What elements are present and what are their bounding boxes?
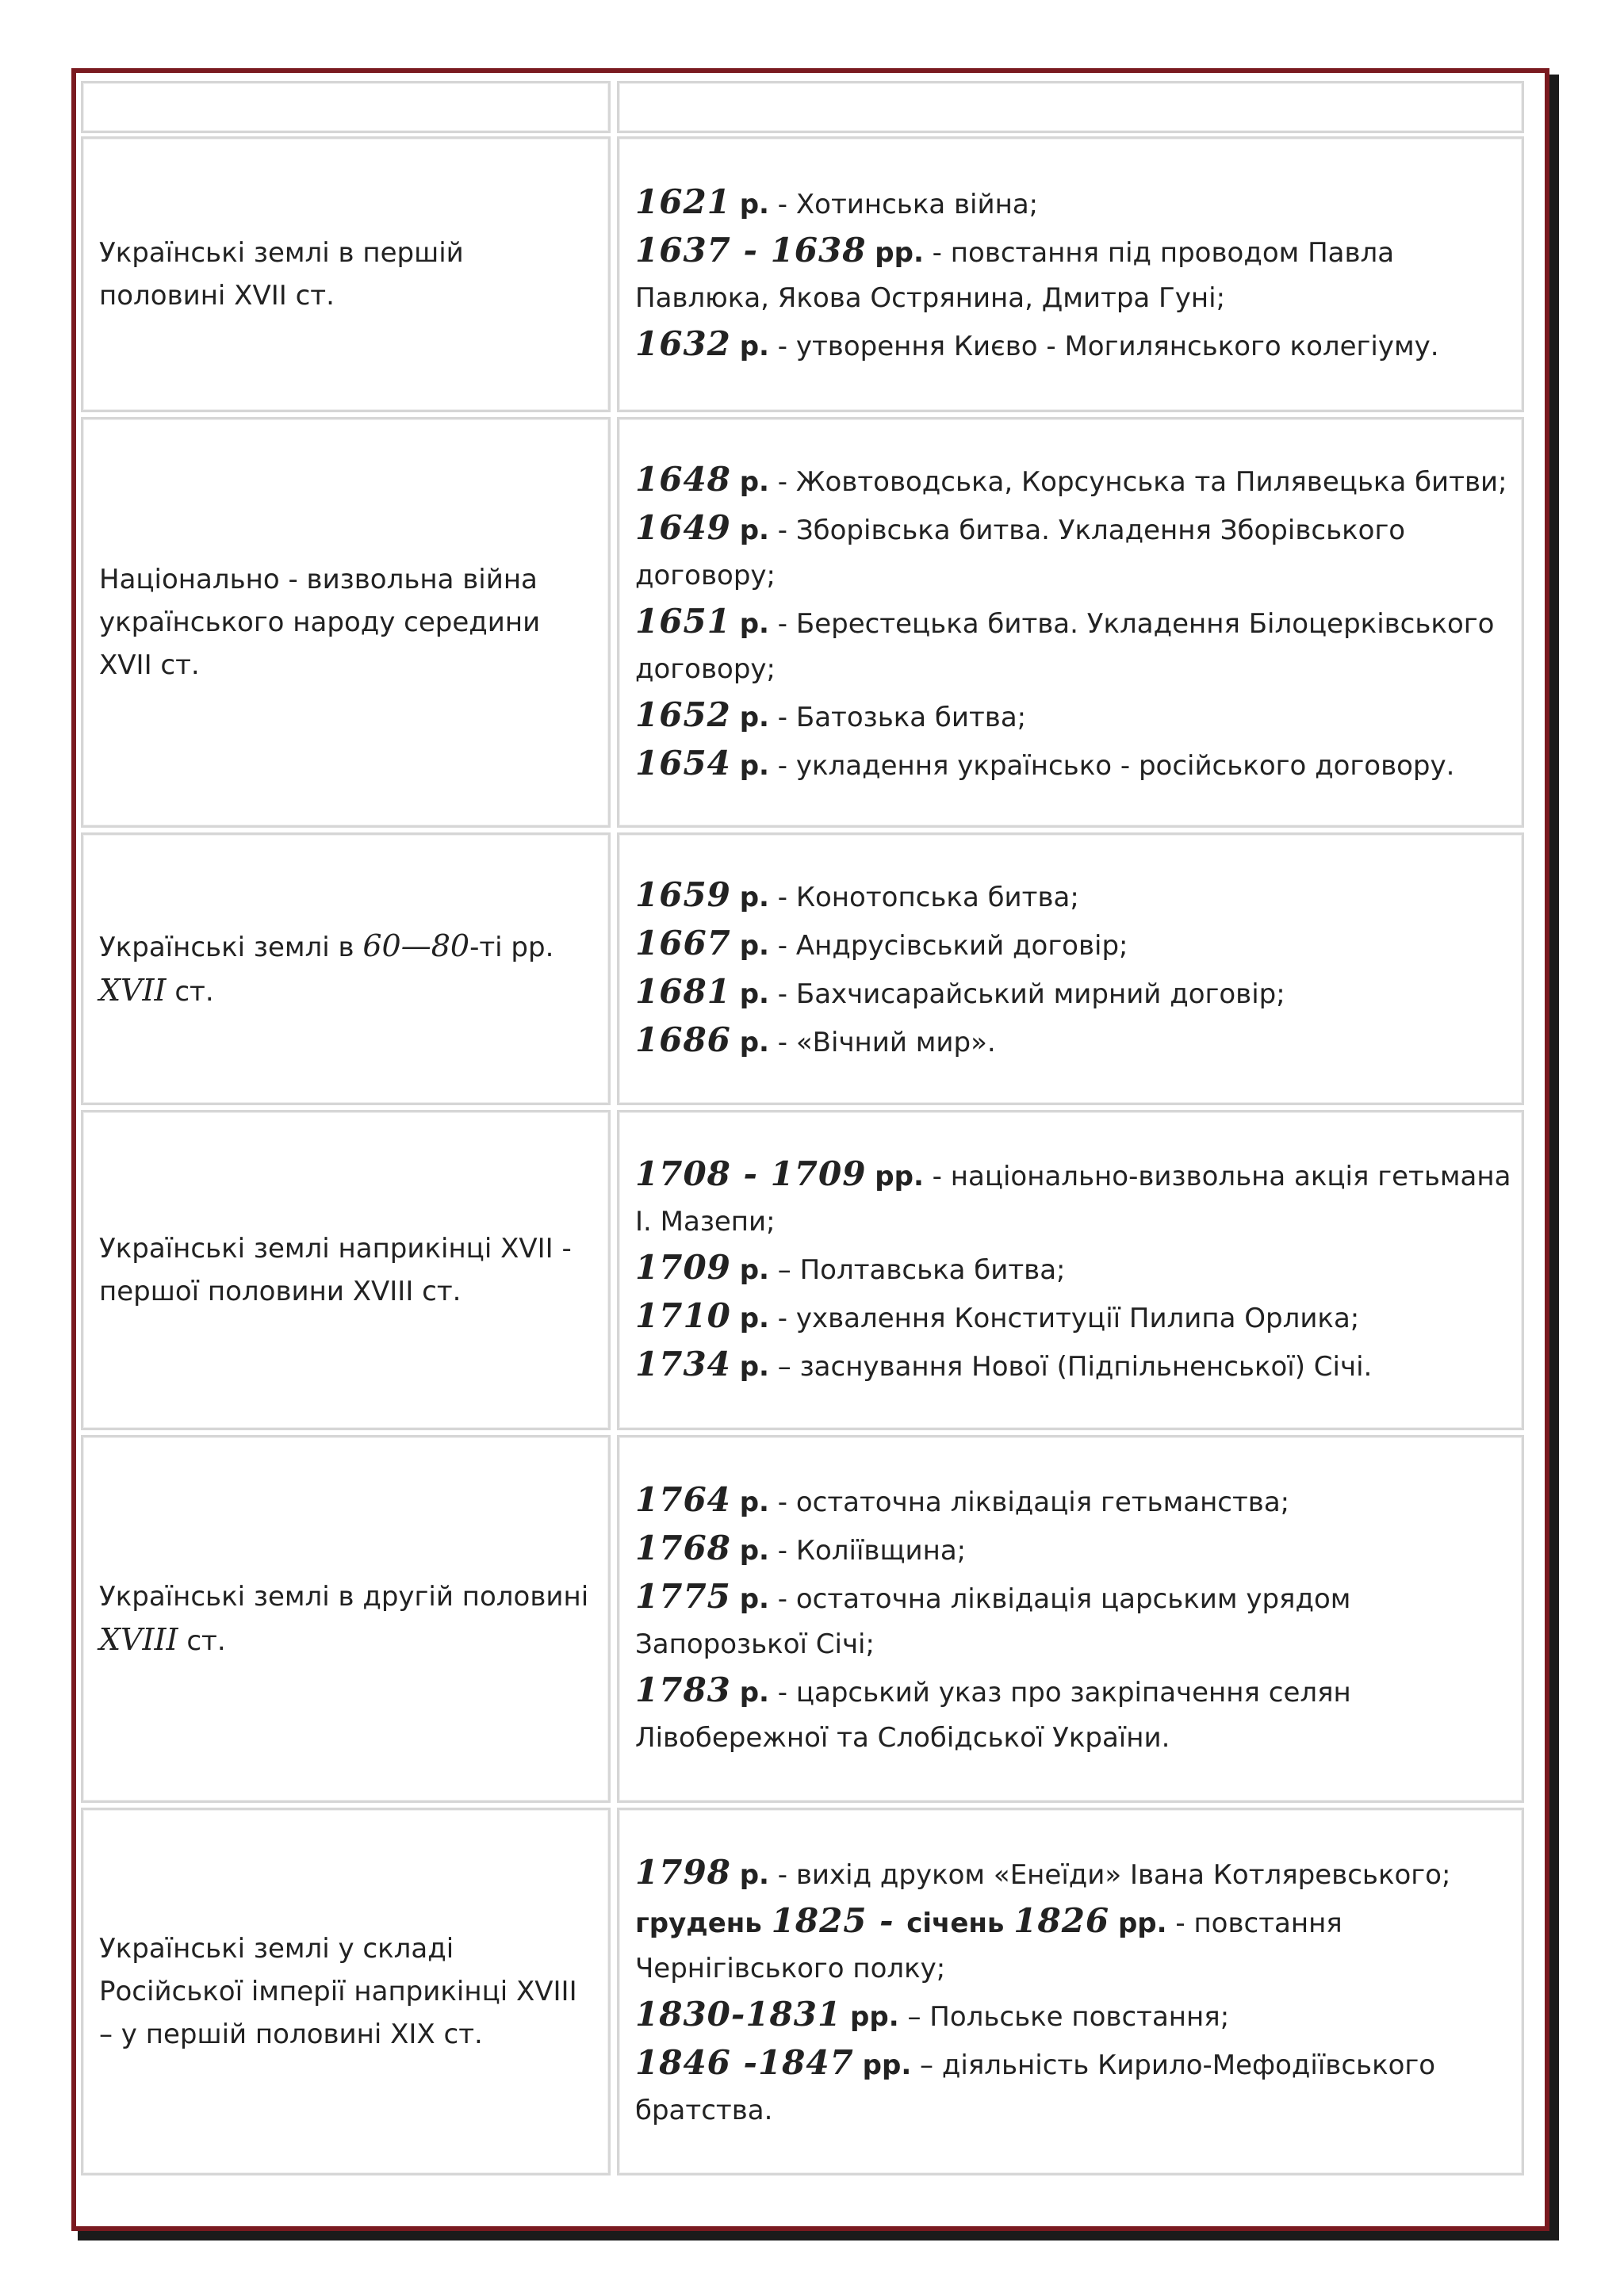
event-year: 1825 - — [771, 1901, 907, 1940]
topic-line — [99, 924, 592, 969]
topic-cell-3 — [81, 832, 611, 1105]
event-unit: р. — [739, 465, 769, 498]
event-line — [635, 1293, 1506, 1341]
event-text: - остаточна ліквідація царським урядом — [768, 1583, 1351, 1615]
event-text: - утворення Києво - Могилянського колегіуму. — [768, 331, 1439, 362]
event-year: 1775 — [635, 1577, 731, 1616]
event-unit: рр. — [875, 237, 924, 269]
event-unit: р. — [739, 701, 769, 733]
event-text: – Польське повстання; — [898, 2001, 1230, 2033]
events-cell-1 — [617, 136, 1524, 412]
topic-cell-4 — [81, 1110, 611, 1430]
event-year: 1830-1831 — [635, 1995, 842, 2034]
event-year: 1652 — [635, 695, 731, 734]
event-month: січень — [906, 1908, 1014, 1939]
header-cell-topic — [81, 81, 611, 133]
event-unit: рр. — [1117, 1908, 1167, 1939]
event-continuation: договору; — [635, 559, 776, 591]
event-month: грудень — [635, 1908, 772, 1939]
event-unit: р. — [739, 189, 769, 220]
event-text: - Берестецька битва. Укладення Білоцерківського — [768, 607, 1495, 640]
events-cell-5 — [617, 1435, 1524, 1803]
event-unit: р. — [739, 930, 769, 962]
event-text: - національно-визвольна акція гетьмана — [923, 1160, 1511, 1192]
topic-text: ст. — [166, 976, 214, 1008]
event-line — [635, 1525, 1506, 1574]
topic-line: першої половини XVІІІ ст. — [99, 1276, 462, 1307]
event-unit: р. — [739, 1253, 769, 1286]
topic-line: Національно - визвольна війна — [99, 564, 538, 595]
event-unit: р. — [739, 978, 769, 1010]
event-text: - вихід друком «Енеїди» Івана Котляревського; — [768, 1859, 1451, 1891]
topic-line: XVІІ ст. — [99, 649, 200, 681]
event-continuation: Чернігівського полку; — [635, 1953, 946, 1984]
event-continuation: договору; — [635, 652, 776, 685]
event-unit: р. — [739, 331, 769, 362]
event-unit: р. — [739, 882, 769, 913]
event-year: 1798 — [635, 1853, 731, 1892]
event-unit: р. — [739, 1677, 769, 1709]
event-text: - остаточна ліквідація гетьманства; — [768, 1487, 1290, 1518]
event-line — [635, 179, 1506, 228]
event-continuation: Запорозької Січі; — [635, 1628, 875, 1660]
event-unit: рр. — [875, 1160, 924, 1192]
topic-cell-2 — [81, 417, 611, 828]
event-line — [635, 1245, 1506, 1293]
event-line — [635, 321, 1506, 369]
topic-text: -ті рр. — [469, 932, 554, 963]
event-year: 1734 — [635, 1344, 731, 1383]
event-year: 1686 — [635, 1020, 731, 1059]
event-text: - Коліївщина; — [768, 1535, 967, 1567]
event-line — [635, 505, 1506, 553]
topic-text: Українські землі в — [99, 932, 363, 963]
event-year: 1649 — [635, 507, 731, 547]
event-year: 1681 — [635, 972, 731, 1011]
event-line — [635, 1574, 1506, 1622]
event-text: – заснування Нової (Підпільненської) Січі. — [768, 1350, 1373, 1383]
event-unit: р. — [739, 1487, 769, 1518]
event-unit: р. — [739, 514, 769, 546]
event-line — [635, 1667, 1506, 1716]
event-line — [635, 599, 1506, 647]
event-year: 1709 — [635, 1247, 731, 1287]
event-text: - Бахчисарайський мирний договір; — [768, 978, 1285, 1010]
event-line — [635, 740, 1506, 789]
event-continuation: братства. — [635, 2095, 773, 2126]
event-line — [635, 1898, 1506, 1946]
event-unit: р. — [739, 1027, 769, 1058]
topic-line — [99, 969, 592, 1013]
event-line — [635, 692, 1506, 740]
topic-century: XVIII — [99, 1622, 178, 1657]
event-text: – діяльність Кирило-Мефодіївського — [911, 2049, 1436, 2081]
event-year: 1667 — [635, 924, 731, 962]
event-text: - Батозька битва; — [768, 701, 1027, 733]
event-year: 1783 — [635, 1670, 731, 1709]
event-unit: р. — [739, 1350, 769, 1383]
topic-line: половині XVІІ ст. — [99, 280, 335, 312]
event-text: - Хотинська війна; — [768, 189, 1039, 220]
topic-century: XVII — [99, 973, 167, 1008]
event-year: 1826 — [1013, 1901, 1110, 1940]
event-year: 1659 — [635, 875, 731, 914]
event-year: 1764 — [635, 1480, 731, 1519]
event-line — [635, 1477, 1506, 1525]
event-year: 1710 — [635, 1295, 731, 1335]
event-year: 1768 — [635, 1529, 731, 1567]
topic-line: Українські землі в першій — [99, 237, 464, 269]
event-unit: р. — [739, 1535, 769, 1567]
event-text: - царський указ про закріпачення селян — [768, 1677, 1351, 1709]
header-cell-events — [617, 81, 1524, 133]
event-unit: р. — [739, 1583, 769, 1615]
event-year: 1651 — [635, 601, 731, 641]
event-text: - Зборівська битва. Укладення Зборівського — [768, 514, 1406, 546]
event-line — [635, 969, 1506, 1017]
event-line — [635, 228, 1506, 276]
event-year: 1654 — [635, 743, 731, 783]
events-cell-4 — [617, 1110, 1524, 1430]
event-line — [635, 1341, 1506, 1390]
event-continuation: Лівобережної та Слобідської України. — [635, 1722, 1170, 1754]
topic-line: Українські землі у складі — [99, 1933, 454, 1965]
event-text: - укладення українсько - російського договору. — [768, 749, 1455, 782]
event-line — [635, 457, 1506, 505]
events-cell-6 — [617, 1808, 1524, 2175]
event-year: 1708 - 1709 — [635, 1154, 867, 1193]
topic-years: 60—80 — [362, 928, 470, 963]
event-text: - ухвалення Конституції Пилипа Орлика; — [768, 1302, 1360, 1334]
event-unit: р. — [739, 1859, 769, 1891]
event-text: - «Вічний мир». — [768, 1027, 996, 1058]
topic-line: Українські землі наприкінці XVІІ - — [99, 1233, 572, 1265]
event-continuation: І. Мазепи; — [635, 1205, 776, 1238]
event-text: - повстання — [1166, 1908, 1342, 1939]
topic-line: українського народу середини — [99, 607, 541, 638]
topic-line: – у першій половині ХІХ ст. — [99, 2019, 483, 2050]
event-text: - повстання під проводом Павла — [923, 237, 1395, 269]
event-unit: рр. — [850, 2001, 899, 2033]
event-unit: р. — [739, 607, 769, 640]
event-line — [635, 1151, 1511, 1200]
event-text: – Полтавська битва; — [768, 1253, 1066, 1286]
event-unit: р. — [739, 749, 769, 782]
event-line — [635, 2040, 1506, 2088]
event-line — [635, 920, 1506, 969]
event-text: - Конотопська битва; — [768, 882, 1079, 913]
topic-cell-1 — [81, 136, 611, 412]
events-cell-2 — [617, 417, 1524, 828]
event-text: - Андрусівський договір; — [768, 930, 1128, 962]
event-continuation: Павлюка, Якова Острянина, Дмитра Гуні; — [635, 282, 1226, 314]
event-year: 1648 — [635, 459, 731, 499]
event-text: - Жовтоводська, Корсунська та Пилявецька битви; — [768, 465, 1507, 498]
events-cell-3 — [617, 832, 1524, 1105]
event-line — [635, 1850, 1506, 1898]
topic-line: Російської імперії наприкінці XVІІІ — [99, 1976, 577, 2007]
event-year: 1621 — [635, 182, 731, 221]
topic-cell-5 — [81, 1435, 611, 1803]
topic-cell-6 — [81, 1808, 611, 2175]
event-line — [635, 872, 1506, 920]
event-year: 1637 - 1638 — [635, 231, 867, 270]
topic-line — [99, 1618, 592, 1663]
event-year: 1632 — [635, 324, 731, 363]
topic-text: ст. — [178, 1625, 226, 1657]
event-year: 1846 -1847 — [635, 2043, 854, 2082]
event-unit: рр. — [862, 2049, 912, 2081]
event-line — [635, 1017, 1506, 1066]
event-unit: р. — [739, 1302, 769, 1334]
event-line — [635, 1992, 1506, 2040]
topic-line: Українські землі в другій половині — [99, 1581, 589, 1613]
